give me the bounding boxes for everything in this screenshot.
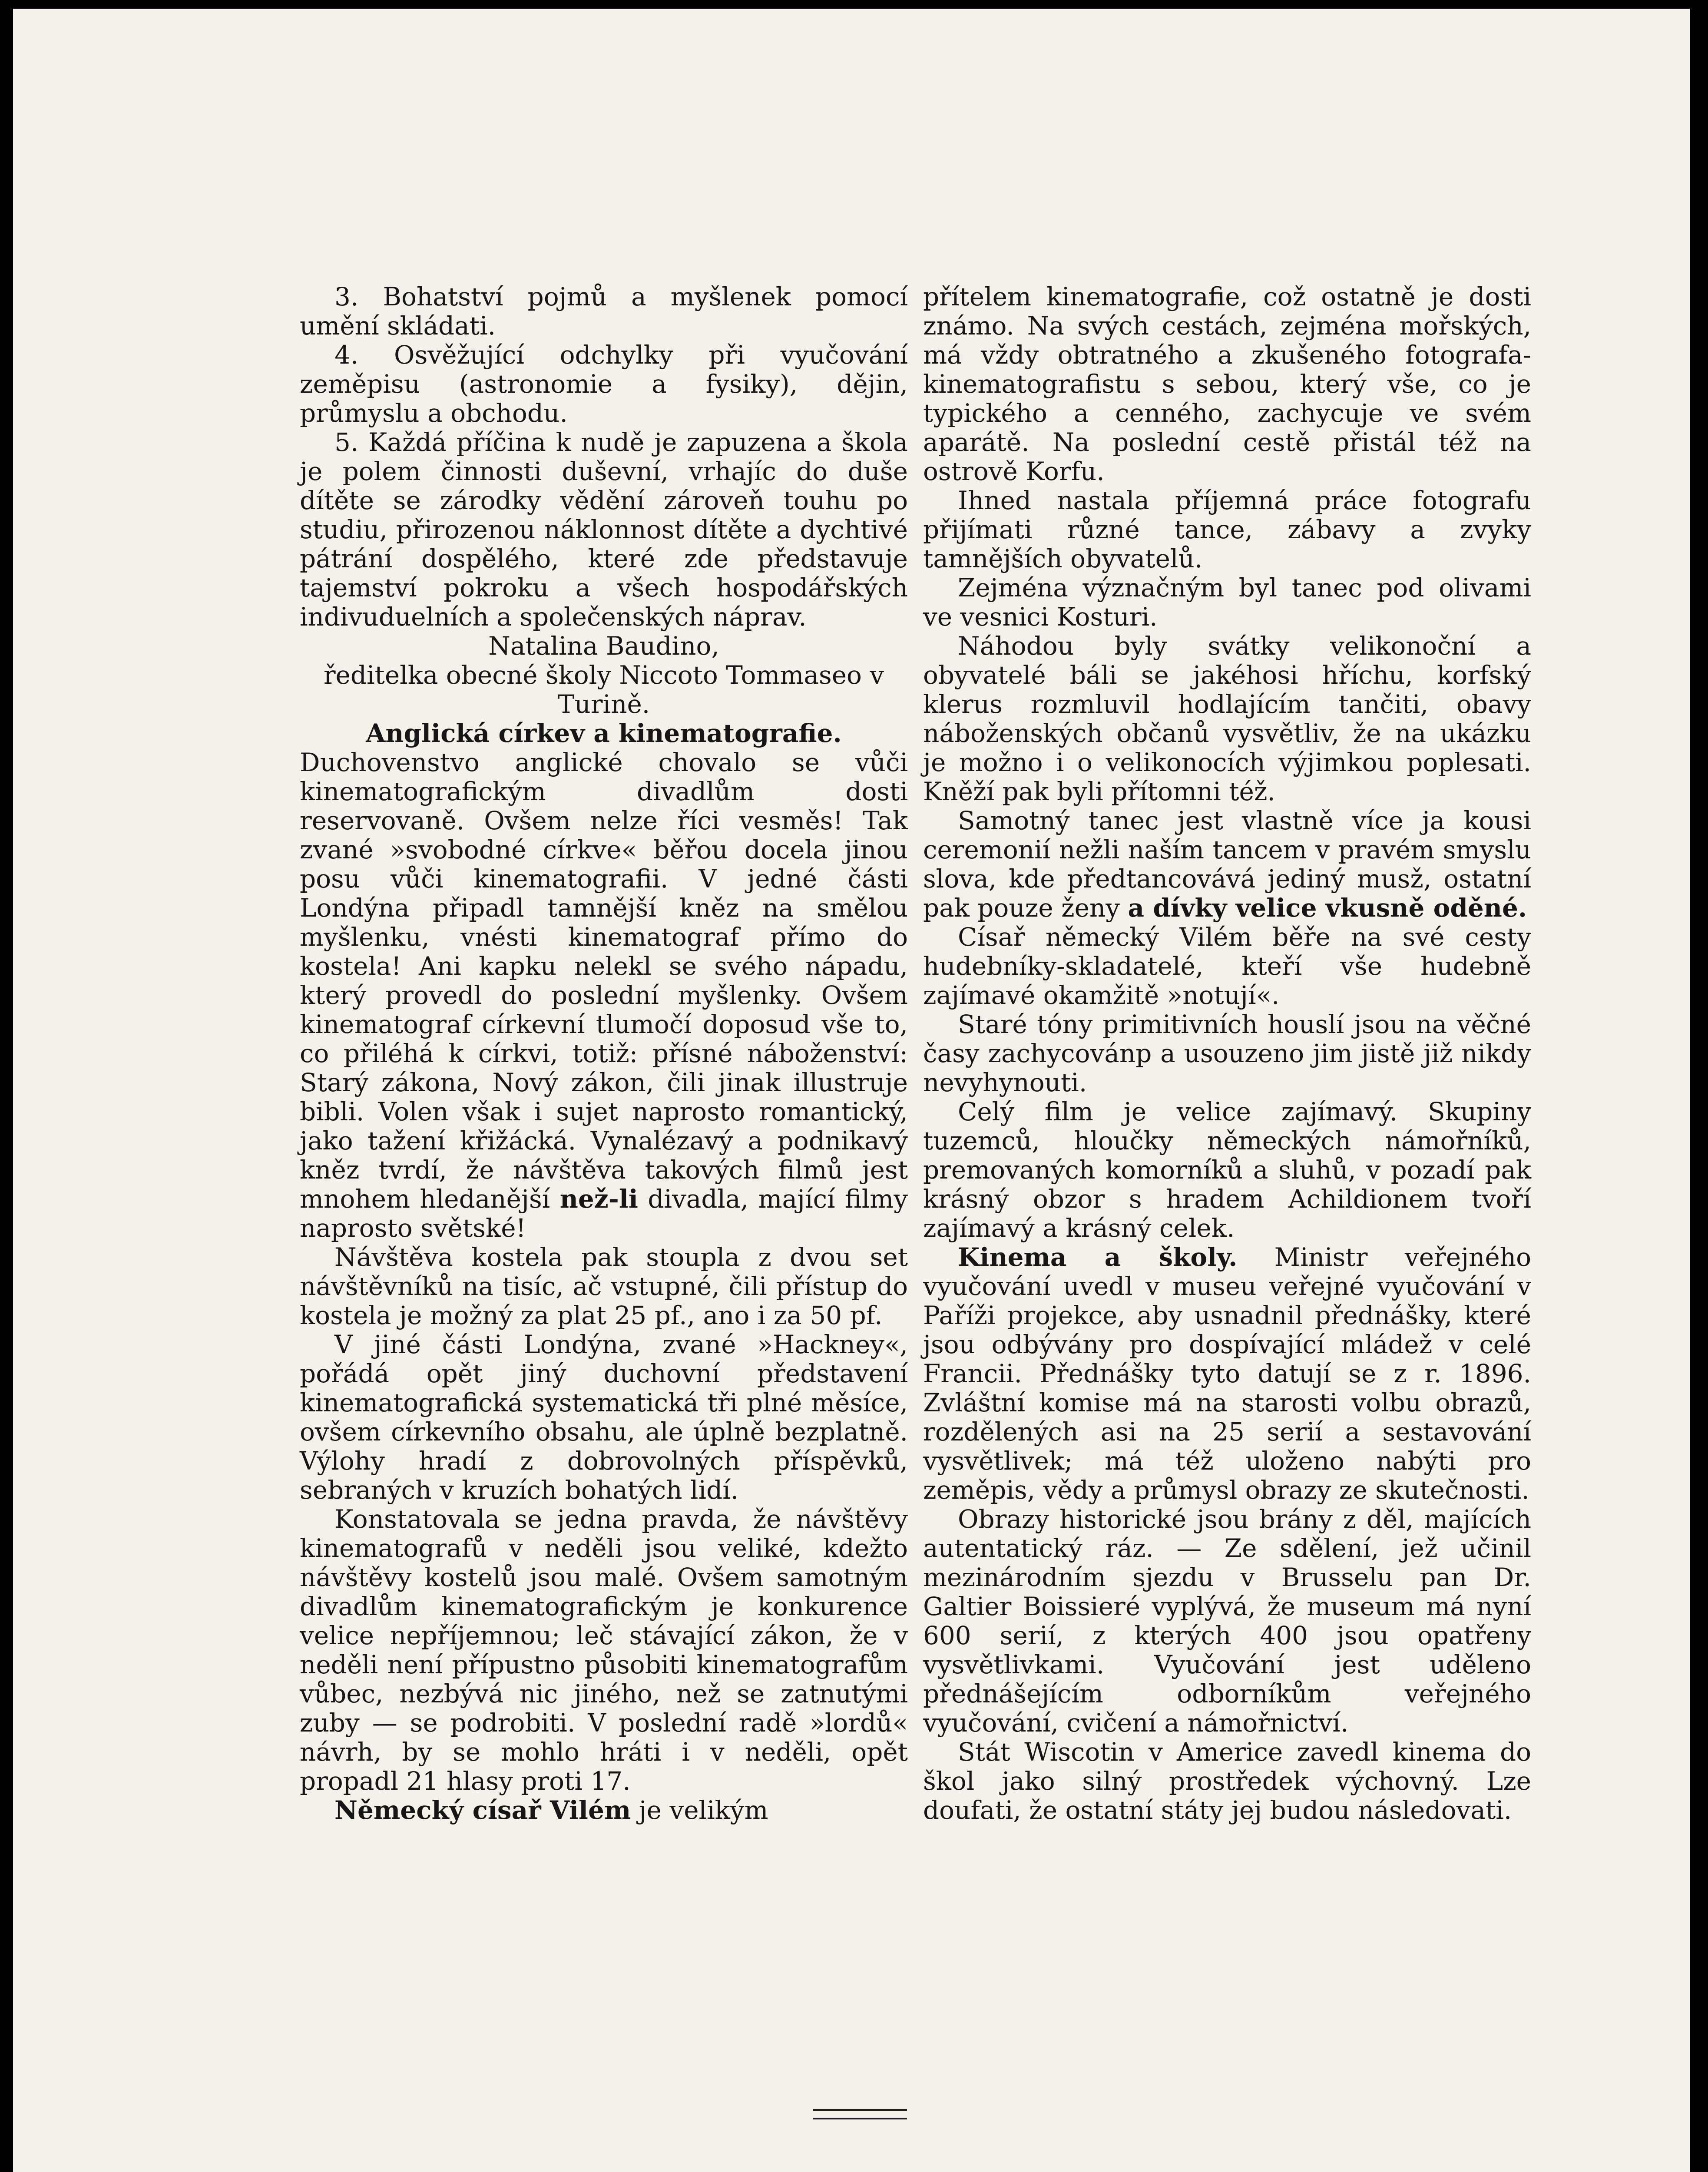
end-rule: [813, 2118, 907, 2119]
bold-text: Kinema a školy.: [958, 1242, 1238, 1272]
paragraph: přítelem kinematografie, což ostatně je dosti známo. Na svých cestách, zejména mořských, má vždy obtratného a zkušeného fotografa-kinematografistu s sebou, který vše, co je typického a cenného, zachycuje ve svém aparátě. Na poslední cestě přistál též na ostrově Korfu.: [923, 282, 1531, 486]
paragraph: 4. Osvěžující odchylky při vyučování zeměpisu (astronomie a fysiky), dějin, průmyslu a obchodu.: [300, 340, 908, 428]
right-column: [923, 282, 1531, 1825]
paragraph-text: je velikým: [631, 1795, 768, 1825]
paragraph: Ihned nastala příjemná práce fotografu přijímati různé tance, zábavy a zvyky tamnějších obyvatelů.: [923, 486, 1531, 573]
paragraph: [300, 1796, 908, 1825]
paragraph-text: Duchovenstvo anglické chovalo se vůči kinematografickým divadlům dosti reservovaně. Ovšem nelze říci vesměs! Tak zvané »svobodné církve« běřou docela jinou posu vůči kinematografii. V jedné části Londýna připadl tamnější kněz na smělou myšlenku, vnésti kinematograf přímo do kostela! Ani kapku nelekl se svého nápadu, který provedl do poslední myšlenky. Ovšem kinematograf církevní tlumočí doposud vše to, co přiléhá k církvi, totiž: přísné náboženství: Starý zákona, Nový zákon, čili jinak illustruje bibli. Volen však i sujet naprosto romantický, jako tažení křižácká. Vynalézavý a podnikavý kněz tvrdí, že návštěva takových filmů jest mnohem hledanější: [300, 748, 908, 1214]
paragraph: [923, 1243, 1531, 1505]
paragraph: [300, 748, 908, 1243]
end-rule: [813, 2109, 907, 2111]
section-heading: Anglická církev a kinematografie.: [366, 718, 842, 748]
paragraph: Stát Wiscotin v Americe zavedl kinema do škol jako silný prostředek výchovný. Lze doufati, že ostatní státy jej budou následovati.: [923, 1737, 1531, 1825]
paragraph: Staré tóny primitivních houslí jsou na věčné časy zachycovánp a usouzeno jim jistě již nikdy nevyhynouti.: [923, 1010, 1531, 1097]
paragraph: Návštěva kostela pak stoupla z dvou set návštěvníků na tisíc, ač vstupné, čili přístup do kostela je možný za plat 25 pf., ano i za 50 pf.: [300, 1242, 908, 1330]
paragraph: Konstatovala se jedna pravda, že návštěvy kinematografů v neděli jsou veliké, kdežto návštěvy kostelů jsou malé. Ovšem samotným divadlům kinematografickým je konkurence velice nepříjemnou; leč stávající zákon, že v neděli není přípustno působiti kinematografům vůbec, nezbývá nic jiného, než se zatnutými zuby — se podrobiti. V poslední radě »lordů« návrh, by se mohlo hráti i v neděli, opět propadl 21 hlasy proti 17.: [300, 1504, 908, 1796]
paragraph: Obrazy historické jsou brány z děl, majících autentatický ráz. — Ze sdělení, jež učinil mezinárodním sjezdu v Brusselu pan Dr. Galtier Boissieré vyplývá, že museum má nyní 600 serií, z kterých 400 jsou opatřeny vysvětlivkami. Vyučování jest uděleno přednášejícím odborníkům veřejného vyučování, cvičení a námořnictví.: [923, 1504, 1531, 1738]
paragraph: V jiné části Londýna, zvané »Hackney«, pořádá opět jiný duchovní představení kinematografická systematická tři plné měsíce, ovšem církevního obsahu, ale úplně bezplatně. Výlohy hradí z dobrovolných příspěvků, sebraných v kruzích bohatých lidí.: [300, 1330, 908, 1505]
paragraph-text: Samotný tanec jest vlastně více ja kousi ceremonií nežli naším tancem v pravém smyslu slova, kde předtancovává jediný musž, ostatní pak pouze ženy: [923, 806, 1531, 923]
paragraph: Císař německý Vilém běře na své cesty hudebníky-skladatelé, kteří vše hudebně zajímavé okamžitě »notují«.: [923, 922, 1531, 1010]
left-column: [300, 282, 908, 1825]
paragraph: Náhodou byly svátky velikonoční a obyvatelé báli se jakéhosi hříchu, korfský klerus rozmluvil hodlajícím tančiti, obavy náboženských občanů vysvětliv, že na ukázku je možno i o velikonocích výjimkou poplesati. Kněží pak byli přítomni též.: [923, 631, 1531, 806]
bold-text: než-li: [559, 1184, 638, 1214]
paragraph: 5. Každá příčina k nudě je zapuzena a škola je polem činnosti duševní, vrhajíc do duše dítěte se zárodky vědění zároveň touhu po studiu, přirozenou náklonnost dítěte a dychtivé pátrání dospělého, které zde představuje tajemství pokroku a všech hospodářských indivuduelních a společenských náprav.: [300, 427, 908, 632]
signature-name: Natalina Baudino,: [488, 631, 719, 661]
paragraph: Celý film je velice zajímavý. Skupiny tuzemců, hloučky německých námořníků, premovaných komorníků a sluhů, v pozadí pak krásný obzor s hradem Achildionem tvoří zajímavý a krásný celek.: [923, 1097, 1531, 1243]
paragraph: 3. Bohatství pojmů a myšlenek pomocí umění skládati.: [300, 282, 908, 341]
paragraph-text: divadla, mající filmy naprosto světské!: [300, 1184, 908, 1243]
bold-text: a dívky velice vkusně oděné.: [1128, 893, 1527, 923]
bold-text: Německý císař Vilém: [334, 1795, 631, 1825]
paragraph-text: Ministr veřejného vyučování uvedl v museu veřejné vyučování v Paříži projekce, aby usnadnil přednášky, které jsou odbývány pro dospívající mládež v celé Francii. Přednášky tyto datují se z r. 1896. Zvláštní komise má na starosti volbu obrazů, rozdělených asi na 25 serií a sestavování vysvětlivek; má též uloženo nabýti pro zeměpis, vědy a průmysl obrazy ze skutečnosti.: [923, 1242, 1532, 1505]
paragraph: [923, 806, 1531, 923]
paragraph: Zejména význačným byl tanec pod olivami ve vesnici Kosturi.: [923, 573, 1531, 632]
signature-title: ředitelka obecné školy Niccoto Tommaseo v Turině.: [323, 660, 884, 719]
